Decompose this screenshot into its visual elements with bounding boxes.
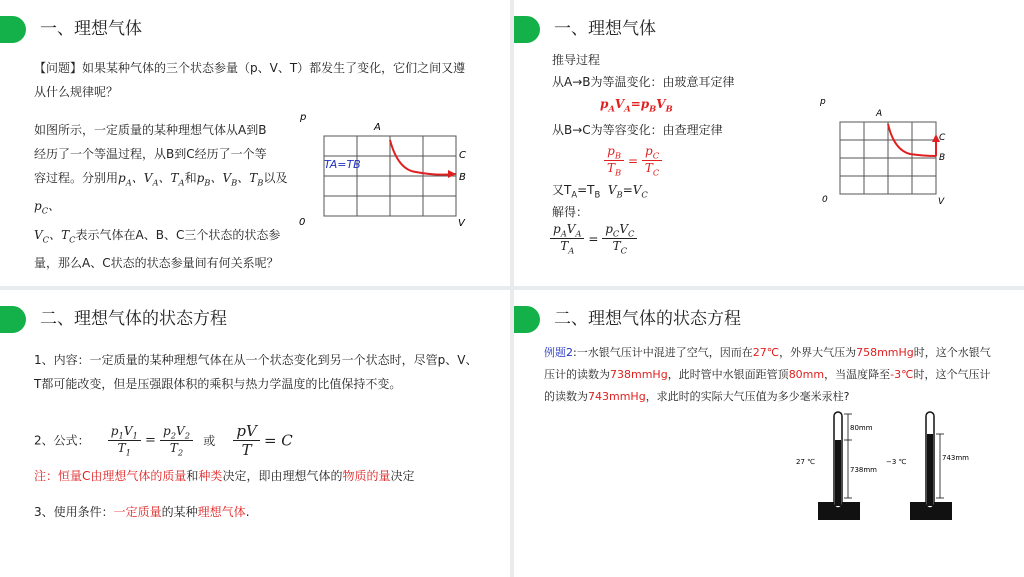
condition-part: . [245, 505, 250, 519]
section-tab-marker [514, 306, 540, 333]
example-value: 27℃ [752, 346, 780, 359]
equals-sign: = [588, 231, 599, 246]
origin-label: 0 [822, 195, 828, 205]
example-part: ，此时管中水银面距管顶 [667, 368, 789, 381]
section-tab-marker [0, 16, 26, 43]
desc-line-part: 表示气体在A、B、C三个状态的状态参 [75, 227, 281, 242]
state-variables: $p_A$、$V_A$、$T_A$ [118, 171, 185, 188]
axis-p-label: p [300, 112, 307, 123]
mercury-column-right [927, 434, 933, 506]
example-value: 80mm [788, 368, 825, 381]
equals-sign: = [628, 153, 639, 168]
note-text [34, 464, 414, 488]
example-part: :一水银气压计中混进了空气，因而在 [573, 346, 753, 359]
slide-state-equation [0, 290, 510, 577]
axis-v-label: V [458, 218, 465, 229]
description-text [34, 118, 304, 275]
fraction: $\frac{p_AV_A}{T_A}$ [550, 222, 584, 256]
result-equation [550, 222, 637, 256]
note-part: 物质的量 [342, 469, 391, 483]
slide-title: 二、理想气体的状态方程 [40, 309, 227, 329]
pv-graph [818, 94, 968, 208]
note-part: 种类 [198, 469, 223, 483]
slide-title: 二、理想气体的状态方程 [554, 309, 741, 329]
formula-row [34, 422, 293, 459]
note-part: 和 [186, 469, 199, 483]
point-a-label: A [876, 109, 883, 119]
slide-example [514, 290, 1024, 577]
equals-sign: = [263, 431, 282, 450]
fraction: $\frac{p_C}{T_C}$ [642, 144, 662, 178]
example-value: 758mmHg [856, 346, 914, 359]
slide-ideal-gas-intro [0, 0, 510, 286]
step2-text: 从B→C为等容变化：由查理定律 [552, 123, 723, 137]
section-tab-marker [514, 16, 540, 43]
example-part: ，求此时的实际大气压值为多少毫米汞柱? [645, 390, 850, 403]
slide-title: 一、理想气体 [40, 19, 142, 39]
note-part: 决定 [390, 469, 415, 483]
boyle-equation: $p_AV_A=p_BV_B$ [600, 97, 673, 114]
temp-label-right: −3 ℃ [886, 458, 907, 466]
temp-equal-label: TA=TB [324, 158, 361, 171]
state-variables: $V_C$、$T_C$ [34, 227, 76, 245]
example-part: 时，这个气压计的读数为 [544, 368, 991, 403]
fraction: $\frac{p_2V_2}{T_2}$ [160, 424, 193, 458]
condition-text [34, 500, 250, 524]
condition-part: 理想气体 [197, 505, 246, 519]
example-part: ，当温度降至 [824, 368, 891, 381]
example-text [544, 342, 1000, 408]
desc-line: 如图所示，一定质量的某种理想气体从A到B [34, 123, 267, 137]
fraction: $\frac{pV}{T}$ [233, 422, 259, 459]
formula-label: 2、公式： [34, 433, 90, 448]
pv-graph [296, 110, 480, 230]
solve-label: 解得： [552, 205, 589, 219]
fraction: $\frac{p_B}{T_B}$ [604, 144, 624, 178]
charles-equation [604, 144, 662, 178]
note-part: 决定，即由理想气体的 [222, 469, 343, 483]
content-text: 1、内容：一定质量的某种理想气体在从一个状态变化到另一个状态时，尽管p、V、T都可能改变，但是压强跟体积的乘积与热力学温度的比值保持不变。 [34, 353, 478, 391]
point-c-label: C [939, 133, 946, 143]
state-variables: $p_B$、$V_B$、$T_B$ [196, 171, 264, 188]
desc-line: 容过程。分别用$p_A$、$V_A$、$T_A$和$p_B$、$V_B$、$T_B$以及$p_C$、 [34, 171, 288, 216]
reading-label-right: 743mm [942, 454, 969, 462]
desc-line [34, 223, 304, 251]
fraction: $\frac{p_CV_C}{T_C}$ [602, 222, 637, 256]
step1-text: 从A→B为等温变化：由玻意耳定律 [552, 75, 735, 89]
example-label: 例题2 [544, 346, 573, 359]
slide-derivation [514, 0, 1024, 286]
point-c-label: C [459, 150, 466, 161]
step3-text: 又$T_A=T_B$ $V_B=V_C$ [552, 183, 648, 200]
question-text: 【问题】如果某种气体的三个状态参量（p、V、T）都发生了变化，它们之间又遵从什么规律呢？ [34, 61, 466, 99]
state-variables: $p_C$、 [34, 199, 61, 216]
example-value: 738mmHg [610, 368, 668, 381]
desc-line: 经历了一个等温过程，从B到C经历了一个等 [34, 147, 267, 161]
derive-heading: 推导过程 [552, 53, 601, 67]
arrow-head [448, 170, 456, 178]
fraction: $\frac{p_1V_1}{T_1}$ [108, 424, 141, 458]
temp-label-left: 27 ℃ [796, 458, 815, 466]
barometer-figure [794, 406, 994, 522]
gap-label: 80mm [850, 424, 873, 432]
or-label: 或 [203, 433, 216, 448]
condition-part: 的某种 [161, 505, 198, 519]
condition-part: 3、使用条件： [34, 505, 114, 519]
axis-v-label: V [938, 197, 945, 207]
desc-line-part: 容过程。分别用 [34, 171, 119, 185]
note-part: 质量 [162, 469, 187, 483]
example-value: -3℃ [890, 368, 914, 381]
example-part: ，外界大气压为 [779, 346, 857, 359]
section-tab-marker [0, 306, 26, 333]
origin-label: 0 [299, 217, 306, 228]
axis-p-label: p [820, 97, 826, 107]
desc-line: 量，那么A、C状态的状态参量间有何关系呢？ [34, 256, 279, 271]
constant-c: C [281, 431, 293, 450]
point-a-label: A [374, 122, 381, 133]
desc-line-part: 以及 [263, 171, 288, 185]
point-b-label: B [459, 172, 466, 183]
mercury-column-left [835, 440, 841, 506]
example-part: 时，这个水银气压计的读数为 [544, 346, 991, 381]
example-value: 743mmHg [588, 390, 646, 403]
note-part: 注：恒量C由理想气体的 [34, 469, 163, 483]
equals-sign: = [144, 433, 156, 448]
reading-label-left: 738mm [850, 466, 877, 474]
condition-part: 一定质量 [113, 505, 162, 519]
point-b-label: B [939, 153, 946, 163]
slide-title: 一、理想气体 [554, 19, 656, 39]
